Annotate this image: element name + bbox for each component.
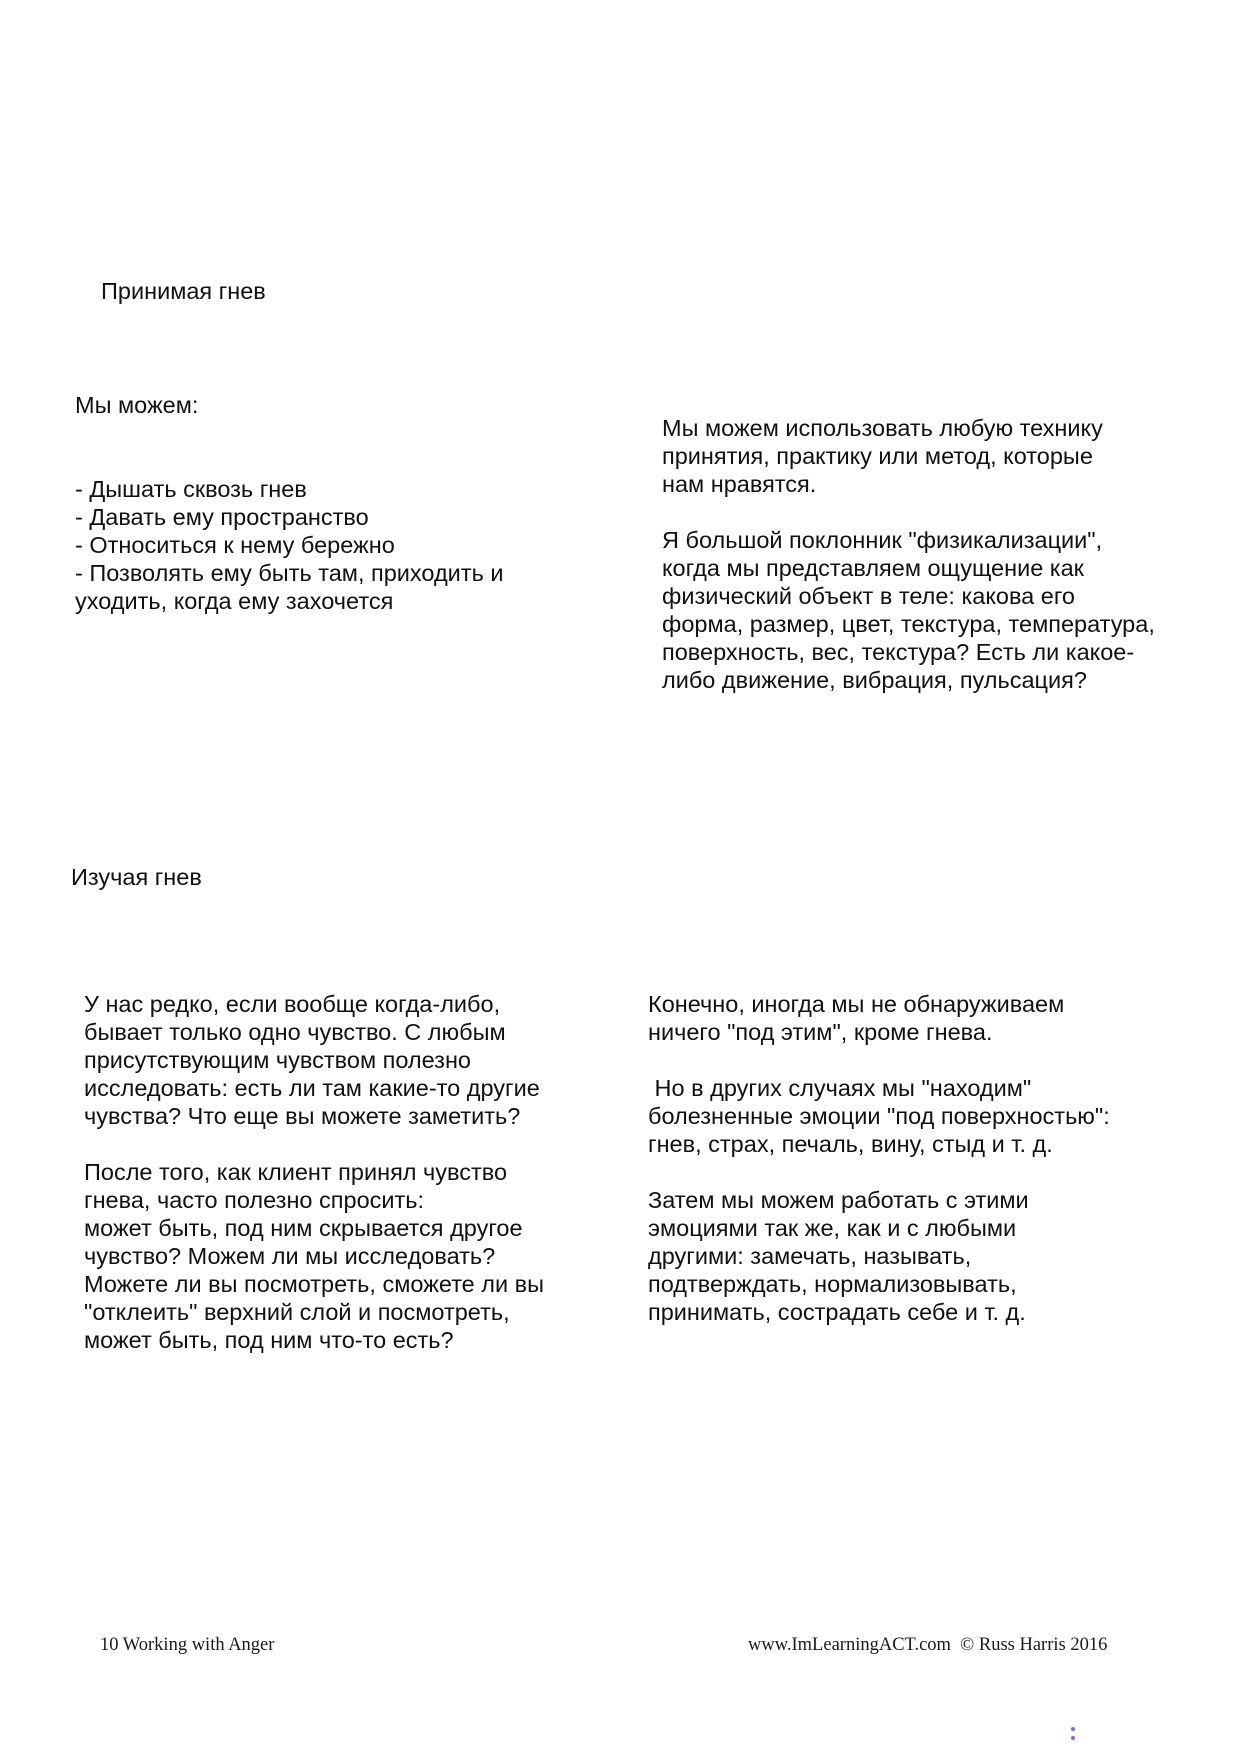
list-item: - Давать ему пространство <box>75 504 369 530</box>
paragraph: может быть, под ним скрывается другое чувство? Можем ли мы исследовать? Можете ли вы посмотреть, сможете ли вы "отклеить" верхний слой и посмотреть, может быть, под ним что-то есть? <box>84 1215 545 1353</box>
exploring-right-column <box>648 990 1153 1326</box>
accepting-left-column <box>75 391 595 615</box>
list-item: - Дышать сквозь гнев <box>75 476 307 502</box>
corner-dots-icon <box>1070 1726 1076 1746</box>
footer-page-label: 10 Working with Anger <box>100 1635 275 1655</box>
accepting-right-column <box>662 414 1162 694</box>
paragraph: Но в других случаях мы "находим" болезненные эмоции "под поверхностью": гнев, страх, печаль, вину, стыд и т. д. <box>648 1075 1117 1157</box>
list-item: - Позволять ему быть там, приходить и уходить, когда ему захочется <box>75 560 504 614</box>
paragraph: Мы можем использовать любую технику принятия, практику или метод, которые нам нравятся. <box>662 415 1103 497</box>
section-heading-exploring-anger: Изучая гнев <box>71 864 202 890</box>
paragraph: Я большой поклонник "физикализации", когда мы представляем ощущение как физический объект в теле: какова его форма, размер, цвет, текстура, температура, поверхность, вес, текстура? Есть ли какое-либо движение, вибрация, пульсация? <box>662 527 1155 693</box>
paragraph: Затем мы можем работать с этими эмоциями так же, как и с любыми другими: замечать, называть, подтверждать, нормализовывать, принимать, сострадать себе и т. д. <box>648 1187 1029 1325</box>
we-can-intro: Мы можем: <box>75 392 199 418</box>
footer-copyright: www.ImLearningACT.com © Russ Harris 2016 <box>748 1635 1108 1655</box>
paragraph: Конечно, иногда мы не обнаруживаем ничего "под этим", кроме гнева. <box>648 991 1065 1045</box>
section-heading-accepting-anger: Принимая гнев <box>101 278 266 304</box>
paragraph: У нас редко, если вообще когда-либо, бывает только одно чувство. С любым присутствующим чувством полезно исследовать: есть ли там какие-то другие чувства? Что еще вы можете заметить? <box>84 991 540 1129</box>
paragraph: После того, как клиент принял чувство гнева, часто полезно спросить: <box>84 1159 508 1213</box>
list-item: - Относиться к нему бережно <box>75 532 395 558</box>
exploring-left-column <box>84 990 584 1354</box>
